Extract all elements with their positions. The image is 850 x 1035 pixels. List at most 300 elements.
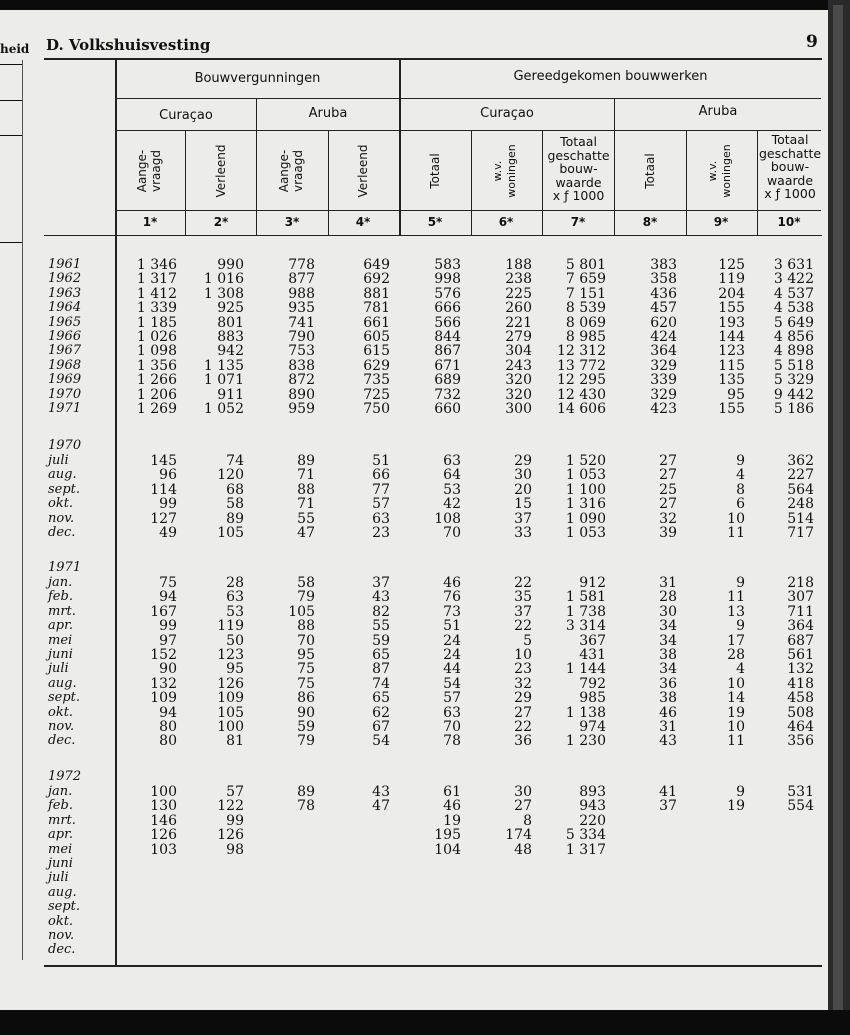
table-cell: 50 bbox=[226, 632, 244, 649]
row-label: juli bbox=[48, 453, 69, 468]
row-label: mrt. bbox=[48, 812, 76, 828]
table-cell: 146 bbox=[150, 812, 177, 829]
table-cell: 1 135 bbox=[203, 357, 244, 374]
table-cell: 307 bbox=[787, 589, 814, 606]
table-cell: 8 bbox=[736, 481, 745, 498]
table-cell: 3 314 bbox=[565, 618, 606, 635]
table-cell: 5 518 bbox=[773, 357, 814, 374]
col-number-10: 10* bbox=[777, 215, 801, 229]
row-label: 1970 bbox=[48, 386, 82, 402]
table-cell: 943 bbox=[579, 798, 606, 815]
table-cell: 792 bbox=[579, 675, 606, 692]
table-cell: 564 bbox=[787, 481, 814, 498]
table-cell: 95 bbox=[297, 647, 315, 663]
table-cell: 998 bbox=[434, 271, 461, 288]
table-cell: 88 bbox=[297, 481, 315, 498]
row-label: feb. bbox=[48, 589, 73, 605]
table-cell: 38 bbox=[659, 690, 677, 707]
row-label: sept. bbox=[48, 899, 81, 915]
table-cell: 629 bbox=[363, 357, 390, 374]
table-cell: 100 bbox=[150, 784, 177, 800]
table-cell: 5 334 bbox=[565, 827, 606, 844]
table-cell: 125 bbox=[718, 257, 745, 273]
table-cell: 10 bbox=[727, 510, 745, 527]
table-cell: 248 bbox=[787, 496, 814, 513]
table-cell: 1 269 bbox=[136, 401, 177, 417]
table-cell: 514 bbox=[787, 510, 814, 527]
table-cell: 243 bbox=[505, 357, 532, 374]
table-cell: 193 bbox=[718, 314, 745, 331]
row-label: dec. bbox=[48, 942, 76, 958]
table-cell: 25 bbox=[659, 481, 677, 498]
row-label: jan. bbox=[48, 784, 73, 799]
table-cell: 65 bbox=[372, 690, 390, 707]
table-cell: 53 bbox=[226, 603, 244, 620]
table-cell: 1 185 bbox=[136, 314, 177, 331]
table-cell: 300 bbox=[505, 401, 532, 417]
table-cell: 4 538 bbox=[773, 300, 814, 317]
table-cell: 44 bbox=[443, 661, 461, 678]
page-number: 9 bbox=[806, 32, 818, 52]
col-divider bbox=[614, 99, 615, 236]
table-cell: 34 bbox=[659, 632, 677, 649]
table-cell: 1 053 bbox=[565, 467, 606, 484]
table-cell: 28 bbox=[727, 647, 745, 663]
table-cell: 86 bbox=[297, 690, 315, 707]
previous-page-rule bbox=[0, 64, 22, 65]
table-cell: 583 bbox=[434, 257, 461, 273]
table-cell: 649 bbox=[363, 257, 390, 273]
table-cell: 304 bbox=[505, 343, 532, 360]
table-cell: 4 537 bbox=[773, 285, 814, 302]
col-divider bbox=[185, 131, 186, 236]
table-cell: 103 bbox=[150, 841, 177, 858]
table-cell: 155 bbox=[718, 401, 745, 417]
table-cell: 132 bbox=[787, 661, 814, 678]
col-header-verleend-aruba: Verleend bbox=[356, 144, 370, 198]
table-cell: 260 bbox=[505, 300, 532, 317]
col-number-1: 1* bbox=[142, 215, 158, 229]
header-bottom-rule bbox=[44, 235, 822, 236]
table-cell: 104 bbox=[434, 841, 461, 858]
table-cell: 942 bbox=[217, 343, 244, 360]
table-cell: 174 bbox=[505, 827, 532, 844]
row-label: 1962 bbox=[48, 271, 82, 287]
col-number-7: 7* bbox=[570, 215, 586, 229]
table-cell: 73 bbox=[443, 603, 461, 620]
table-cell: 7 659 bbox=[565, 271, 606, 288]
table-cell: 108 bbox=[434, 510, 461, 527]
col-number-5: 5* bbox=[427, 215, 443, 229]
table-cell: 119 bbox=[217, 618, 244, 635]
table-cell: 7 151 bbox=[565, 285, 606, 302]
table-cell: 22 bbox=[514, 719, 532, 735]
table-cell: 9 bbox=[736, 784, 745, 800]
table-cell: 62 bbox=[372, 704, 390, 721]
header-bouwvergunningen: Bouwvergunningen bbox=[194, 71, 321, 86]
table-cell: 838 bbox=[288, 357, 315, 374]
table-cell: 59 bbox=[297, 719, 315, 735]
table-cell: 89 bbox=[297, 784, 315, 800]
table-cell: 320 bbox=[505, 386, 532, 403]
table-cell: 890 bbox=[288, 386, 315, 403]
row-label: mei bbox=[48, 632, 73, 648]
table-cell: 57 bbox=[443, 690, 461, 707]
table-cell: 122 bbox=[217, 798, 244, 815]
table-cell: 872 bbox=[288, 372, 315, 389]
table-cell: 89 bbox=[226, 510, 244, 527]
table-cell: 80 bbox=[159, 733, 177, 750]
table-cell: 1 346 bbox=[136, 257, 177, 273]
table-cell: 19 bbox=[727, 704, 745, 721]
table-cell: 23 bbox=[372, 525, 390, 541]
table-cell: 63 bbox=[443, 704, 461, 721]
table-cell: 5 329 bbox=[773, 372, 814, 389]
table-cell: 13 772 bbox=[557, 357, 606, 374]
table-cell: 41 bbox=[659, 784, 677, 800]
table-cell: 47 bbox=[297, 525, 315, 541]
table-cell: 11 bbox=[727, 733, 745, 750]
scan-border bbox=[0, 1010, 850, 1035]
table-cell: 34 bbox=[659, 661, 677, 678]
table-cell: 711 bbox=[787, 603, 814, 620]
table-cell: 732 bbox=[434, 386, 461, 403]
table-cell: 329 bbox=[650, 357, 677, 374]
table-cell: 10 bbox=[727, 675, 745, 692]
table-cell: 24 bbox=[443, 632, 461, 649]
table-cell: 27 bbox=[514, 798, 532, 815]
table-cell: 1 738 bbox=[565, 603, 606, 620]
table-cell: 790 bbox=[288, 329, 315, 345]
header-gereedgekomen: Gereedgekomen bouwwerken bbox=[513, 69, 708, 84]
table-cell: 27 bbox=[659, 496, 677, 513]
table-cell: 61 bbox=[443, 784, 461, 800]
table-cell: 43 bbox=[659, 733, 677, 750]
table-cell: 75 bbox=[297, 675, 315, 692]
table-cell: 12 430 bbox=[557, 386, 606, 403]
table-cell: 912 bbox=[579, 575, 606, 591]
table-cell: 5 801 bbox=[565, 257, 606, 273]
table-cell: 22 bbox=[514, 575, 532, 591]
table-cell: 75 bbox=[159, 575, 177, 591]
table-cell: 30 bbox=[659, 603, 677, 620]
table-cell: 195 bbox=[434, 827, 461, 844]
table-cell: 4 898 bbox=[773, 343, 814, 360]
header-curacao-permits: Curaçao bbox=[159, 108, 213, 123]
table-cell: 63 bbox=[443, 453, 461, 469]
table-cell: 55 bbox=[297, 510, 315, 527]
table-cell: 90 bbox=[159, 661, 177, 678]
row-label: 1966 bbox=[48, 329, 82, 344]
col-number-3: 3* bbox=[284, 215, 300, 229]
table-cell: 34 bbox=[659, 618, 677, 635]
table-cell: 566 bbox=[434, 314, 461, 331]
row-label: apr. bbox=[48, 618, 73, 634]
table-cell: 778 bbox=[288, 257, 315, 273]
row-label: nov. bbox=[48, 510, 75, 526]
table-cell: 94 bbox=[159, 589, 177, 606]
table-cell: 1 230 bbox=[565, 733, 606, 750]
table-cell: 531 bbox=[787, 784, 814, 800]
table-cell: 105 bbox=[217, 704, 244, 721]
table-cell: 37 bbox=[514, 603, 532, 620]
table-cell: 46 bbox=[659, 704, 677, 721]
table-cell: 99 bbox=[226, 812, 244, 829]
table-cell: 19 bbox=[443, 812, 461, 829]
table-cell: 145 bbox=[150, 453, 177, 469]
table-cell: 78 bbox=[297, 798, 315, 815]
table-cell: 71 bbox=[297, 467, 315, 484]
table-cell: 105 bbox=[288, 603, 315, 620]
book-page-edge bbox=[833, 5, 843, 1025]
previous-page-fragment: heid bbox=[0, 42, 30, 56]
row-label: apr. bbox=[48, 827, 73, 843]
row-label: okt. bbox=[48, 704, 74, 720]
table-cell: 99 bbox=[159, 496, 177, 513]
table-cell: 458 bbox=[787, 690, 814, 707]
table-cell: 605 bbox=[363, 329, 390, 345]
table-cell: 33 bbox=[514, 525, 532, 541]
table-cell: 167 bbox=[150, 603, 177, 620]
table-cell: 358 bbox=[650, 271, 677, 288]
table-cell: 49 bbox=[159, 525, 177, 541]
section-title: D. Volkshuisvesting bbox=[46, 36, 211, 54]
table-cell: 80 bbox=[159, 719, 177, 735]
table-cell: 364 bbox=[787, 618, 814, 635]
table-cell: 74 bbox=[372, 675, 390, 692]
table-cell: 1 138 bbox=[565, 704, 606, 721]
row-label: aug. bbox=[48, 467, 77, 483]
table-cell: 70 bbox=[443, 525, 461, 541]
table-cell: 126 bbox=[150, 827, 177, 844]
table-cell: 1 144 bbox=[565, 661, 606, 678]
table-cell: 554 bbox=[787, 798, 814, 815]
table-cell: 692 bbox=[363, 271, 390, 288]
row-label: 1963 bbox=[48, 285, 82, 301]
year-heading: 1972 bbox=[48, 769, 82, 784]
table-cell: 66 bbox=[372, 467, 390, 484]
table-cell: 660 bbox=[434, 401, 461, 417]
table-cell: 1 016 bbox=[203, 271, 244, 288]
table-cell: 38 bbox=[659, 647, 677, 663]
table-cell: 225 bbox=[505, 285, 532, 302]
table-cell: 220 bbox=[579, 812, 606, 829]
col-header-wv-woningen-aruba: w.v. woningen bbox=[706, 144, 733, 198]
table-cell: 1 100 bbox=[565, 481, 606, 498]
table-cell: 741 bbox=[288, 314, 315, 331]
table-cell: 238 bbox=[505, 271, 532, 288]
table-cell: 97 bbox=[159, 632, 177, 649]
table-cell: 423 bbox=[650, 401, 677, 417]
table-cell: 1 308 bbox=[203, 285, 244, 302]
table-cell: 1 090 bbox=[565, 510, 606, 527]
table-cell: 4 bbox=[736, 661, 745, 678]
table-cell: 42 bbox=[443, 496, 461, 513]
table-cell: 64 bbox=[443, 467, 461, 484]
table-cell: 81 bbox=[226, 733, 244, 750]
table-cell: 119 bbox=[718, 271, 745, 288]
table-cell: 87 bbox=[372, 661, 390, 678]
row-label: aug. bbox=[48, 675, 77, 691]
table-cell: 781 bbox=[363, 300, 390, 317]
table-cell: 1 206 bbox=[136, 386, 177, 403]
table-cell: 127 bbox=[150, 510, 177, 527]
table-cell: 54 bbox=[443, 675, 461, 692]
table-cell: 105 bbox=[217, 525, 244, 541]
col-header-wv-woningen-curacao: w.v. woningen bbox=[491, 144, 518, 198]
row-label: mrt. bbox=[48, 603, 76, 619]
table-cell: 1 071 bbox=[203, 372, 244, 389]
previous-page-rule bbox=[0, 135, 22, 136]
table-cell: 15 bbox=[514, 496, 532, 513]
previous-page-border bbox=[22, 60, 23, 960]
table-cell: 9 442 bbox=[773, 386, 814, 403]
table-cell: 4 856 bbox=[773, 329, 814, 345]
table-cell: 79 bbox=[297, 589, 315, 606]
table-cell: 27 bbox=[659, 453, 677, 469]
table-cell: 144 bbox=[718, 329, 745, 345]
header-aruba-completed: Aruba bbox=[698, 104, 738, 119]
table-cell: 6 bbox=[736, 496, 745, 513]
table-cell: 881 bbox=[363, 285, 390, 302]
table-cell: 82 bbox=[372, 603, 390, 620]
table-cell: 661 bbox=[363, 314, 390, 331]
table-cell: 58 bbox=[297, 575, 315, 591]
table-cell: 135 bbox=[718, 372, 745, 389]
table-cell: 48 bbox=[514, 841, 532, 858]
table-cell: 130 bbox=[150, 798, 177, 815]
table-cell: 188 bbox=[505, 257, 532, 273]
table-cell: 383 bbox=[650, 257, 677, 273]
table-cell: 1 052 bbox=[203, 401, 244, 417]
row-label: 1969 bbox=[48, 372, 82, 388]
table-cell: 96 bbox=[159, 467, 177, 484]
table-cell: 1 520 bbox=[565, 453, 606, 469]
table-cell: 990 bbox=[217, 257, 244, 273]
table-cell: 20 bbox=[514, 481, 532, 498]
table-cell: 35 bbox=[514, 589, 532, 606]
table-cell: 893 bbox=[579, 784, 606, 800]
table-cell: 218 bbox=[787, 575, 814, 591]
table-cell: 74 bbox=[226, 453, 244, 469]
table-cell: 152 bbox=[150, 647, 177, 663]
row-label: okt. bbox=[48, 496, 74, 512]
table-cell: 90 bbox=[297, 704, 315, 721]
table-cell: 75 bbox=[297, 661, 315, 678]
table-cell: 985 bbox=[579, 690, 606, 707]
table-cell: 43 bbox=[372, 589, 390, 606]
table-cell: 79 bbox=[297, 733, 315, 750]
row-label: jan. bbox=[48, 575, 73, 590]
table-cell: 877 bbox=[288, 271, 315, 288]
table-cell: 94 bbox=[159, 704, 177, 721]
table-cell: 114 bbox=[150, 481, 177, 498]
table-cell: 46 bbox=[443, 798, 461, 815]
table-cell: 14 bbox=[727, 690, 745, 707]
table-cell: 28 bbox=[226, 575, 244, 591]
table-cell: 221 bbox=[505, 314, 532, 331]
table-cell: 115 bbox=[718, 357, 745, 374]
row-label: aug. bbox=[48, 884, 77, 900]
table-cell: 88 bbox=[297, 618, 315, 635]
table-cell: 132 bbox=[150, 675, 177, 692]
table-cell: 63 bbox=[372, 510, 390, 527]
table-cell: 37 bbox=[514, 510, 532, 527]
table-cell: 77 bbox=[372, 481, 390, 498]
table-cell: 717 bbox=[787, 525, 814, 541]
table-cell: 31 bbox=[659, 719, 677, 735]
table-cell: 464 bbox=[787, 719, 814, 735]
row-label: dec. bbox=[48, 525, 76, 540]
table-cell: 9 bbox=[736, 618, 745, 635]
table-cell: 29 bbox=[514, 690, 532, 707]
table-cell: 801 bbox=[217, 314, 244, 331]
table-cell: 31 bbox=[659, 575, 677, 591]
table-cell: 23 bbox=[514, 661, 532, 678]
table-cell: 8 069 bbox=[565, 314, 606, 331]
row-label: 1971 bbox=[48, 401, 82, 416]
table-cell: 11 bbox=[727, 589, 745, 606]
table-cell: 925 bbox=[217, 300, 244, 317]
table-cell: 39 bbox=[659, 525, 677, 541]
table-cell: 8 539 bbox=[565, 300, 606, 317]
table-cell: 32 bbox=[514, 675, 532, 692]
table-cell: 30 bbox=[514, 467, 532, 484]
table-cell: 508 bbox=[787, 704, 814, 721]
row-label: okt. bbox=[48, 913, 74, 929]
table-cell: 47 bbox=[372, 798, 390, 815]
table-cell: 5 186 bbox=[773, 401, 814, 417]
table-cell: 63 bbox=[226, 589, 244, 606]
row-label: 1968 bbox=[48, 357, 82, 373]
row-label: mei bbox=[48, 841, 73, 857]
table-cell: 204 bbox=[718, 285, 745, 302]
table-cell: 750 bbox=[363, 401, 390, 417]
table-cell: 78 bbox=[443, 733, 461, 750]
row-label: 1964 bbox=[48, 300, 82, 316]
row-label: dec. bbox=[48, 733, 76, 749]
table-cell: 120 bbox=[217, 467, 244, 484]
table-cell: 1 317 bbox=[136, 271, 177, 288]
table-cell: 57 bbox=[226, 784, 244, 800]
table-cell: 9 bbox=[736, 453, 745, 469]
table-cell: 32 bbox=[659, 510, 677, 527]
table-cell: 561 bbox=[787, 647, 814, 663]
table-cell: 883 bbox=[217, 329, 244, 345]
col-number-4: 4* bbox=[355, 215, 371, 229]
table-cell: 4 bbox=[736, 467, 745, 484]
row-label: juli bbox=[48, 661, 69, 677]
table-cell: 974 bbox=[579, 719, 606, 735]
table-cell: 844 bbox=[434, 329, 461, 345]
table-cell: 8 bbox=[523, 812, 532, 829]
table-cell: 689 bbox=[434, 372, 461, 389]
table-cell: 95 bbox=[226, 661, 244, 678]
table-cell: 935 bbox=[288, 300, 315, 317]
table-cell: 615 bbox=[363, 343, 390, 360]
col-header-totaal-curacao: Totaal bbox=[428, 153, 442, 189]
table-cell: 27 bbox=[514, 704, 532, 721]
table-cell: 19 bbox=[727, 798, 745, 815]
col-divider bbox=[328, 131, 329, 236]
table-cell: 37 bbox=[659, 798, 677, 815]
table-cell: 1 266 bbox=[136, 372, 177, 389]
table-cell: 1 412 bbox=[136, 285, 177, 302]
table-cell: 67 bbox=[372, 719, 390, 735]
table-cell: 71 bbox=[297, 496, 315, 513]
table-cell: 51 bbox=[443, 618, 461, 635]
table-cell: 735 bbox=[363, 372, 390, 389]
